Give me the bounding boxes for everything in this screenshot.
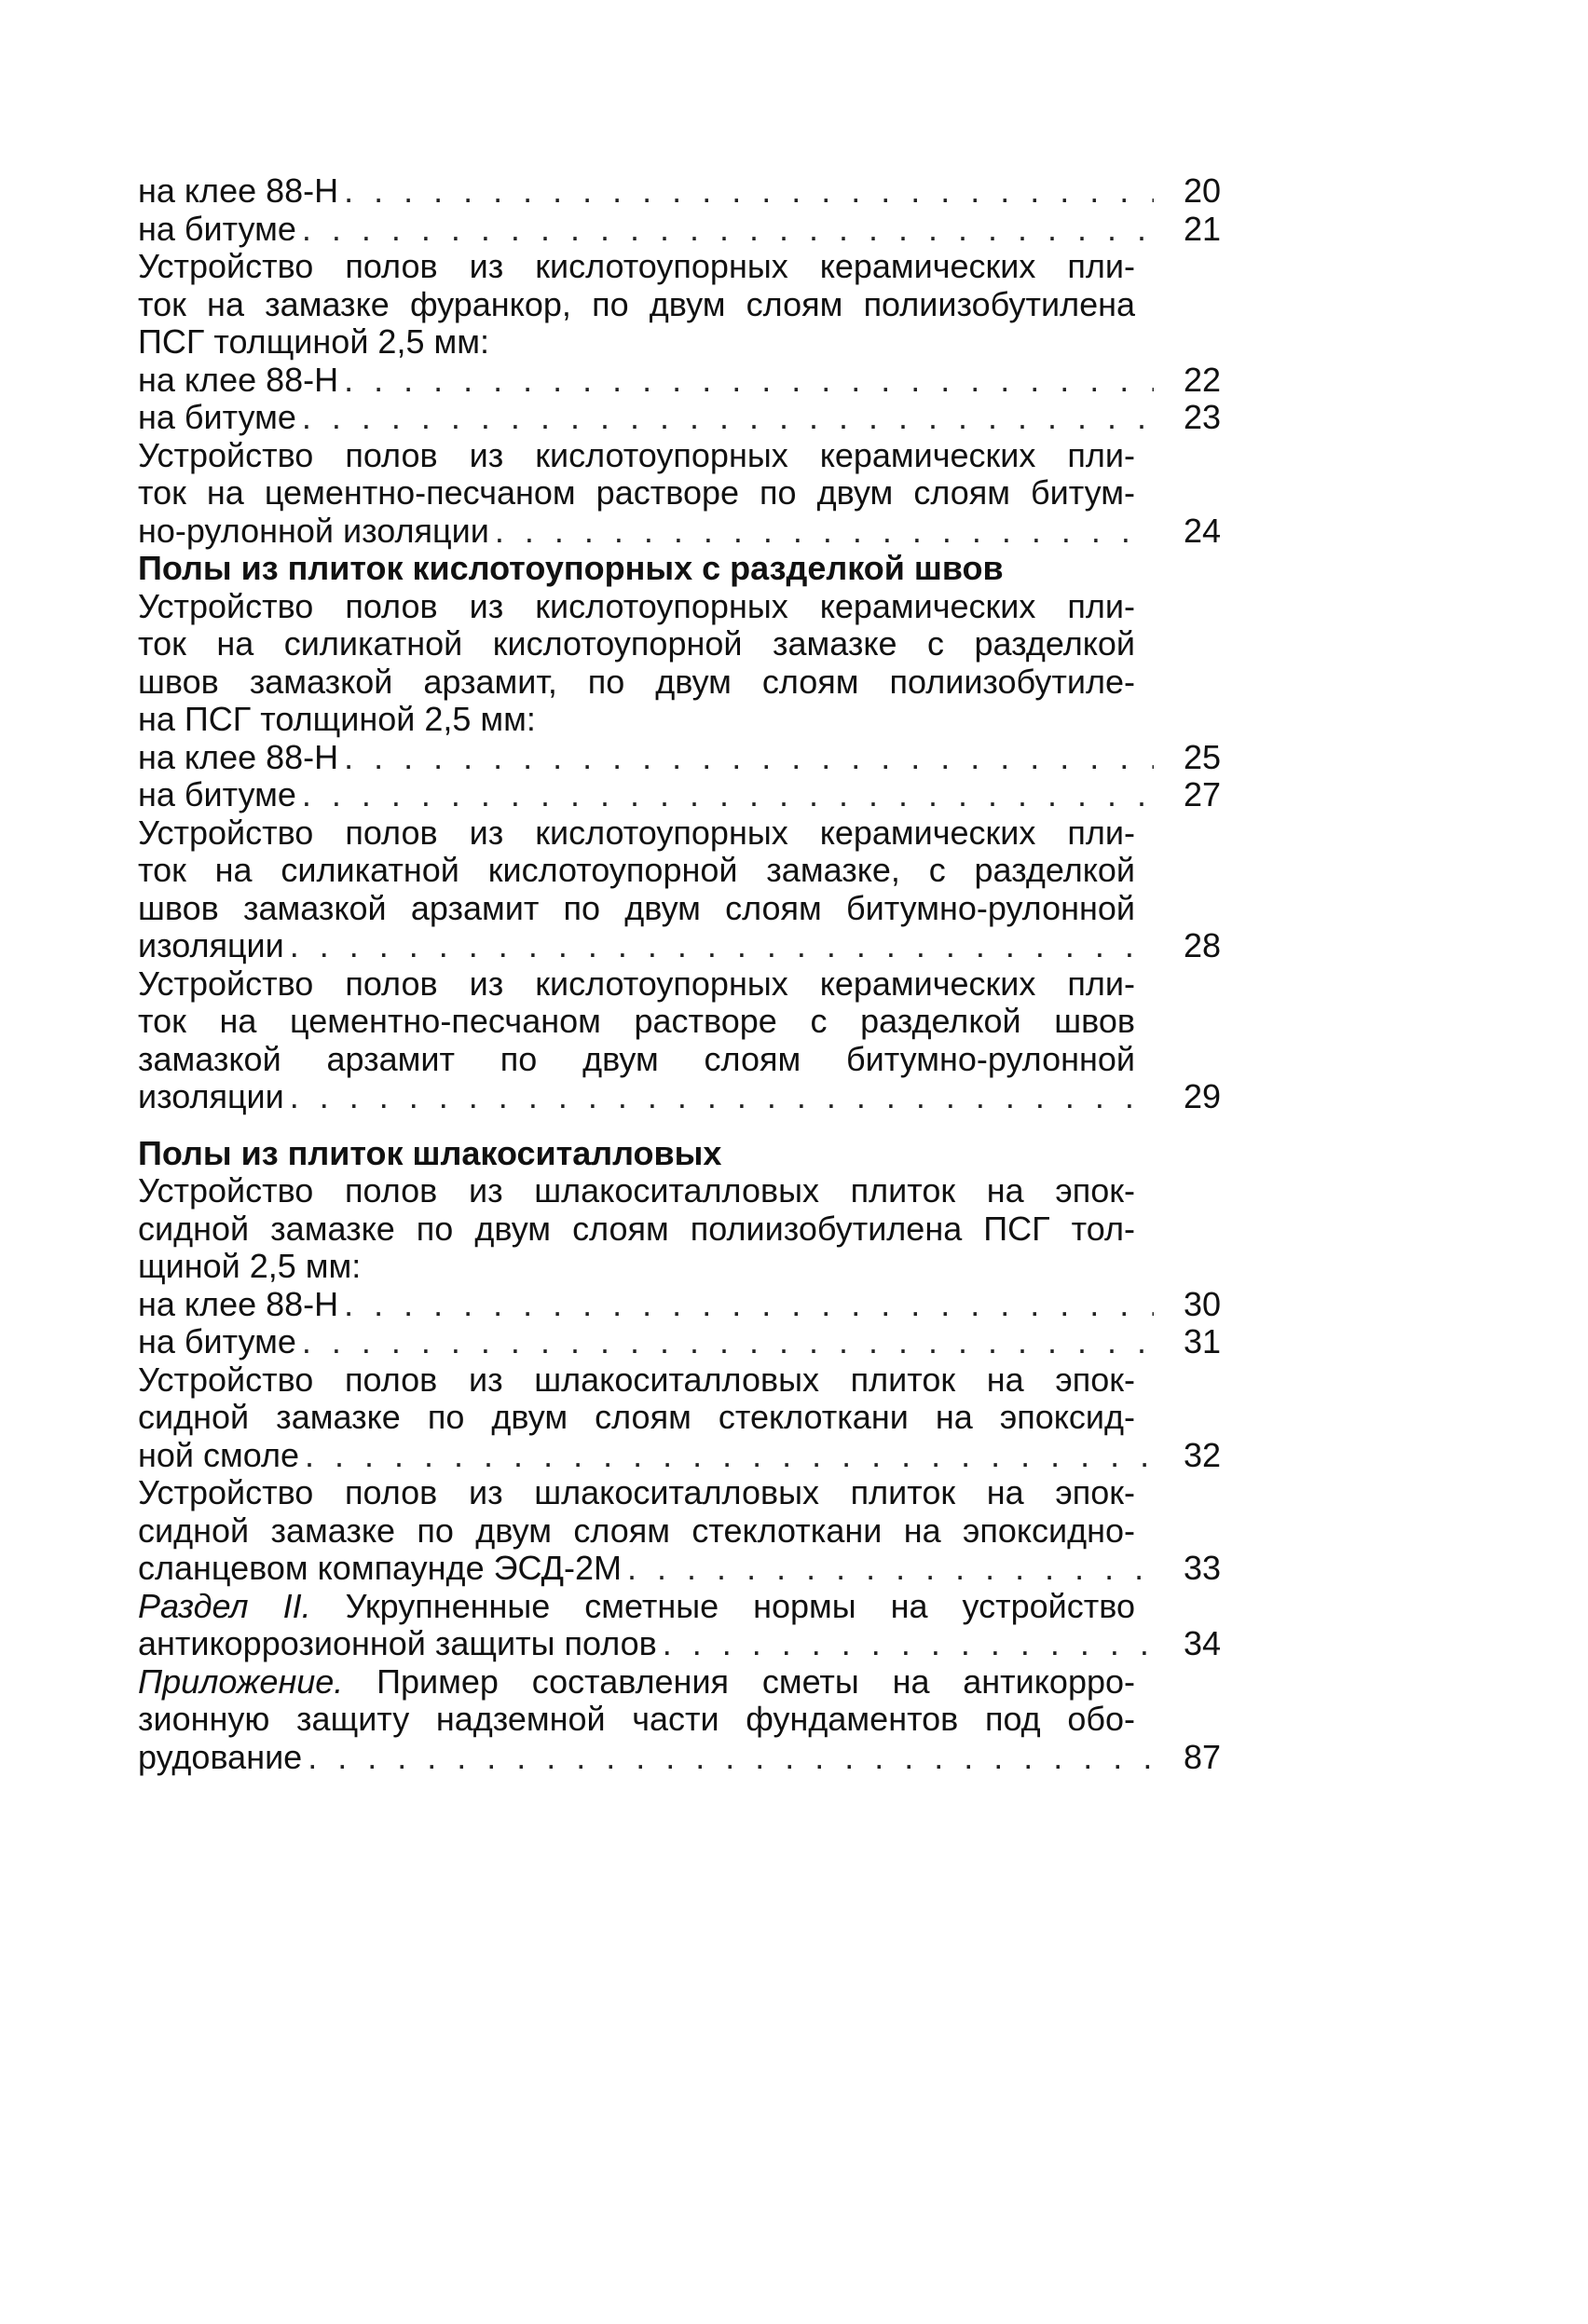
paragraph-line: Устройство полов из шлакоситалловых плиток на эпок-: [138, 1360, 1135, 1399]
paragraph-line: ток на цементно-песчаном растворе с разделкой швов: [138, 1002, 1135, 1040]
page-number: 25: [1183, 737, 1221, 776]
leader-dots: [338, 362, 1154, 400]
section-heading-text: Полы из плиток шлакоситалловых: [138, 1133, 722, 1172]
section-heading: [138, 1135, 1238, 1173]
paragraph-line: сидной замазке по двум слоям стеклоткани на эпоксид-: [138, 1398, 1135, 1436]
paragraph-line: ток на силикатной кислотоупорной замазке, с разделкой: [138, 851, 1135, 889]
page-number: 27: [1183, 775, 1221, 813]
toc-paragraph[interactable]: [138, 437, 1238, 551]
paragraph-line: щиной 2,5 мм:: [138, 1247, 362, 1285]
paragraph-text: Укрупненные сметные нормы на устройство: [345, 1586, 1135, 1625]
paragraph-line: Устройство полов из шлакоситалловых плиток на эпок-: [138, 1171, 1135, 1210]
paragraph-line: ПСГ толщиной 2,5 мм:: [138, 322, 489, 361]
paragraph-line: Устройство полов из кислотоупорных керамических пли-: [138, 586, 1135, 625]
toc-entry-label: ной смоле: [138, 1435, 300, 1474]
toc-entry-label: сланцевом компаунде ЭСД-2М: [138, 1549, 623, 1587]
table-of-contents: [138, 172, 1238, 1776]
toc-entry-label: на клее 88-Н: [138, 737, 339, 776]
leader-dots: [338, 739, 1154, 777]
spacer: [138, 1116, 1238, 1135]
section-heading: [138, 550, 1238, 588]
toc-entry: [138, 1625, 1238, 1663]
toc-entry-label: на битуме: [138, 398, 296, 436]
paragraph-line: сидной замазке по двум слоям стеклоткани на эпоксидно-: [138, 1511, 1135, 1550]
page-number: 30: [1183, 1284, 1221, 1323]
paragraph-line: [138, 1588, 1135, 1626]
paragraph-line: зионную защиту надземной части фундаментов под обо-: [138, 1700, 1135, 1738]
page-number: 33: [1183, 1549, 1221, 1587]
toc-paragraph[interactable]: [138, 1663, 1238, 1777]
paragraph-line: швов замазкой арзамит по двум слоям битумно-рулонной: [138, 888, 1135, 927]
page-number: 23: [1183, 398, 1221, 436]
page-number: 21: [1183, 209, 1221, 248]
page-number: 28: [1183, 926, 1221, 964]
toc-entry-label: на клее 88-Н: [138, 171, 339, 210]
toc-entry[interactable]: [138, 739, 1238, 777]
leader-dots: [622, 1550, 1154, 1588]
toc-entry-label: на клее 88-Н: [138, 1284, 339, 1323]
toc-paragraph[interactable]: [138, 814, 1238, 965]
toc-entry-label: антикоррозионной защиты полов: [138, 1624, 657, 1662]
leader-dots: [296, 1323, 1154, 1361]
paragraph-line: замазкой арзамит по двум слоям битумно-рулонной: [138, 1039, 1135, 1078]
toc-entry: [138, 927, 1238, 965]
leader-dots: [338, 172, 1154, 211]
toc-entry: [138, 513, 1238, 551]
leader-dots: [296, 399, 1154, 437]
toc-paragraph: [138, 248, 1238, 362]
leader-dots: [296, 211, 1154, 249]
toc-entry-label: рудование: [138, 1737, 303, 1776]
toc-paragraph: [138, 1172, 1238, 1286]
paragraph-line: ток на силикатной кислотоупорной замазке с разделкой: [138, 624, 1135, 663]
toc-entry-label: но-рулонной изоляции: [138, 511, 489, 550]
paragraph-line: ток на цементно-песчаном растворе по двум слоям битум-: [138, 473, 1135, 512]
paragraph-line: сидной замазке по двум слоям полиизобутилена ПСГ тол-: [138, 1209, 1135, 1248]
page-number: 34: [1183, 1624, 1221, 1662]
leader-dots: [296, 776, 1154, 814]
leader-dots: [299, 1437, 1154, 1475]
toc-entry[interactable]: [138, 211, 1238, 249]
toc-paragraph[interactable]: [138, 1588, 1238, 1663]
toc-entry[interactable]: [138, 1323, 1238, 1361]
page-number: 32: [1183, 1435, 1221, 1474]
paragraph-text: Пример составления сметы на антикорро-: [376, 1661, 1135, 1701]
toc-entry-label: изоляции: [138, 926, 284, 964]
toc-entry-label: на битуме: [138, 1322, 296, 1360]
toc-paragraph[interactable]: [138, 965, 1238, 1116]
toc-entry-label: на клее 88-Н: [138, 360, 339, 399]
paragraph-line: Устройство полов из кислотоупорных керамических пли-: [138, 435, 1135, 474]
toc-entry: [138, 1550, 1238, 1588]
paragraph-line: Устройство полов из шлакоситалловых плиток на эпок-: [138, 1473, 1135, 1511]
leader-dots: [489, 513, 1154, 551]
toc-entry[interactable]: [138, 776, 1238, 814]
leader-dots: [657, 1625, 1154, 1663]
toc-entry-label: на битуме: [138, 775, 296, 813]
paragraph-line: [138, 1663, 1135, 1702]
paragraph-line: Устройство полов из кислотоупорных керамических пли-: [138, 247, 1135, 285]
page-number: 31: [1183, 1322, 1221, 1360]
page-number: 22: [1183, 360, 1221, 399]
page-number: 24: [1183, 511, 1221, 550]
leader-dots: [284, 927, 1154, 965]
paragraph-line: Устройство полов из кислотоупорных керамических пли-: [138, 964, 1135, 1003]
paragraph-last-line: [138, 323, 1238, 362]
page-number: 20: [1183, 171, 1221, 210]
leader-dots: [338, 1286, 1154, 1324]
toc-entry[interactable]: [138, 1286, 1238, 1324]
section-heading-text: Полы из плиток кислотоупорных с разделкой швов: [138, 549, 1004, 587]
leader-dots: [302, 1739, 1154, 1777]
toc-paragraph[interactable]: [138, 1474, 1238, 1588]
paragraph-line: швов замазкой арзамит, по двум слоям полиизобутиле-: [138, 662, 1135, 701]
paragraph-last-line: [138, 701, 1238, 739]
toc-entry: [138, 1437, 1238, 1475]
toc-entry: [138, 1739, 1238, 1777]
toc-entry-label: изоляции: [138, 1077, 284, 1115]
paragraph-line: на ПСГ толщиной 2,5 мм:: [138, 700, 536, 738]
appendix-prefix: Приложение.: [138, 1661, 344, 1701]
paragraph-line: Устройство полов из кислотоупорных керамических пли-: [138, 813, 1135, 852]
toc-entry[interactable]: [138, 172, 1238, 211]
paragraph-line: ток на замазке фуранкор, по двум слоям полиизобутилена: [138, 284, 1135, 323]
toc-paragraph[interactable]: [138, 1361, 1238, 1475]
paragraph-last-line: [138, 1248, 1238, 1286]
toc-entry-label: на битуме: [138, 209, 296, 248]
toc-paragraph: [138, 588, 1238, 739]
leader-dots: [284, 1078, 1154, 1116]
toc-entry[interactable]: [138, 399, 1238, 437]
toc-entry: [138, 1078, 1238, 1116]
toc-entry[interactable]: [138, 362, 1238, 400]
page-number: 29: [1183, 1077, 1221, 1115]
page-number: 87: [1183, 1737, 1221, 1776]
section-prefix: Раздел II.: [138, 1586, 311, 1625]
